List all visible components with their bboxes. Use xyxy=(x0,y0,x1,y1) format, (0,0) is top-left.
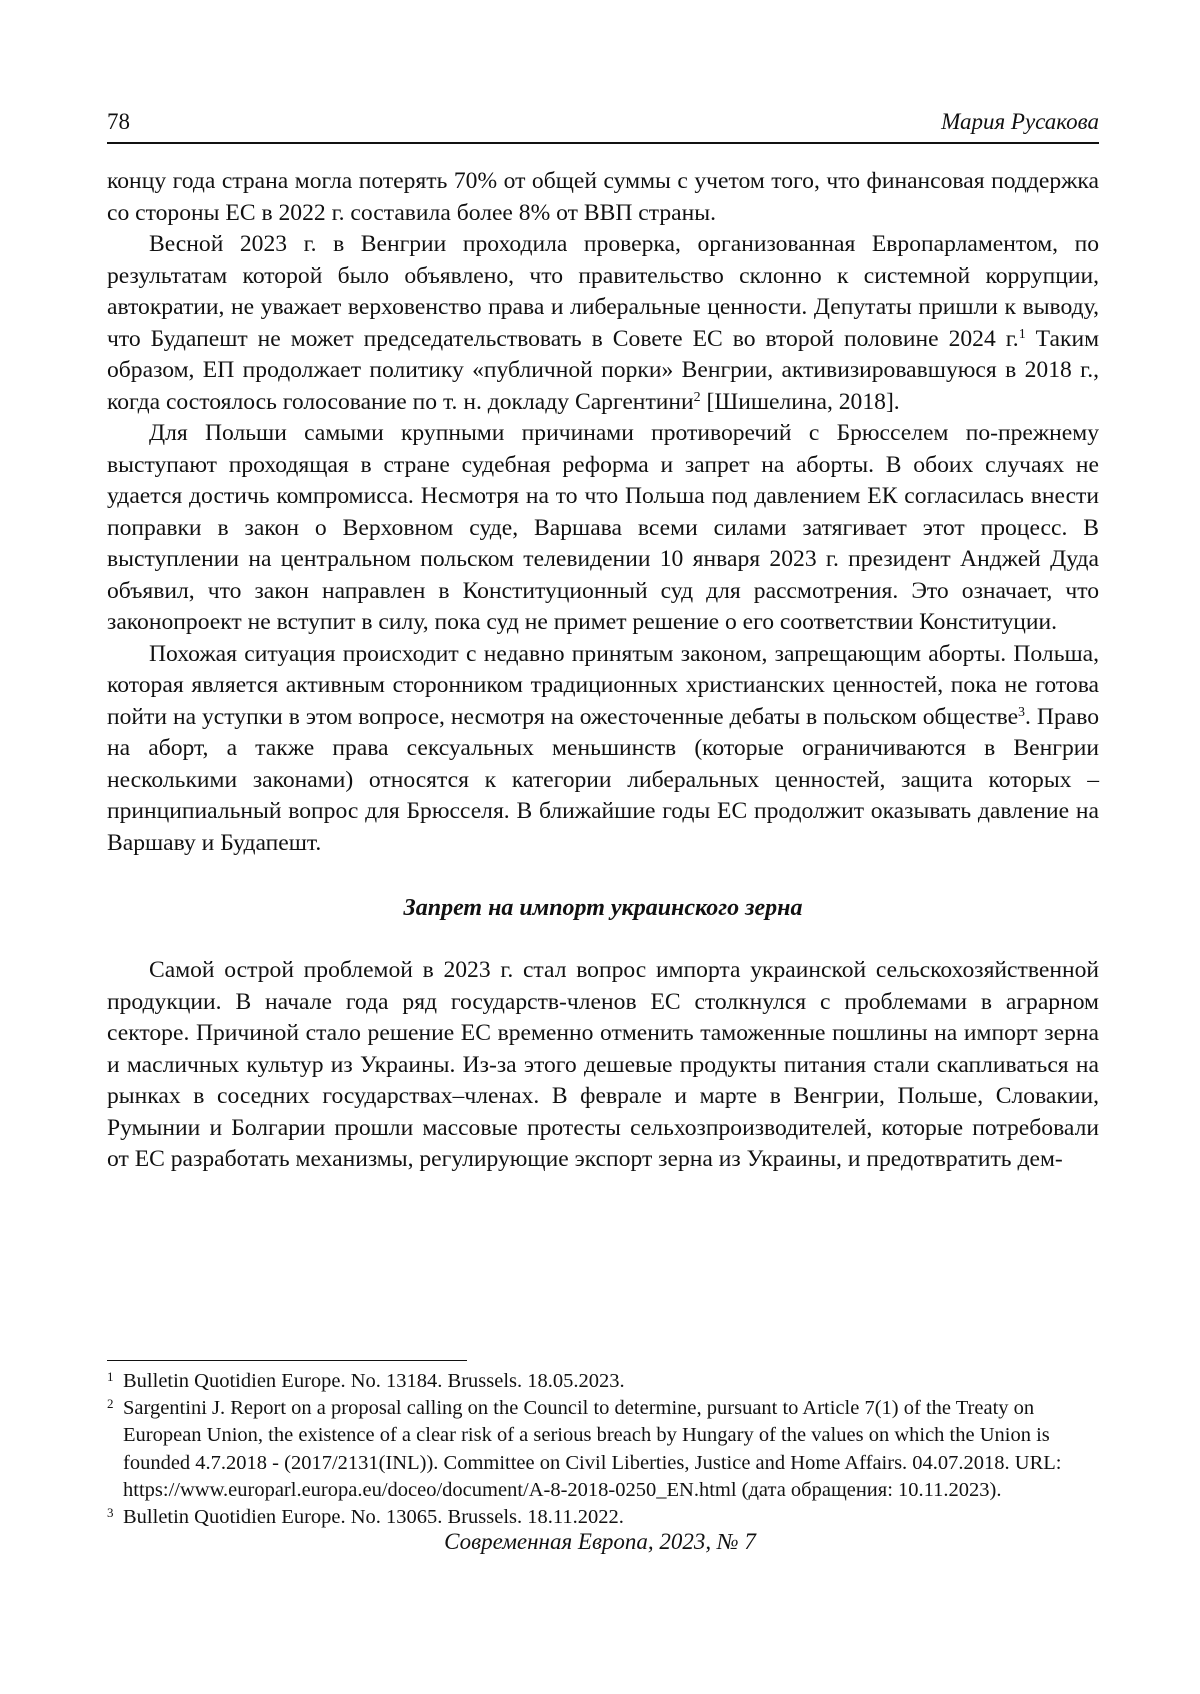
footnote xyxy=(107,1368,1099,1395)
paragraph-text: [Шишелина, 2018]. xyxy=(700,388,900,415)
footnote-mark: 2 xyxy=(107,1396,114,1412)
paragraph-text: Весной 2023 г. в Венгрии проходила проверка, организованная Европарламентом, по результатам которой было объявлено, что правительство склонно к системной коррупции, автократии, не уважает верховенство права и либеральные ценности. Депутаты пришли к выводу, что Будапешт не может председательствовать в Совете ЕС во второй половине 2024 г. xyxy=(107,231,1099,352)
paragraph-text: концу года страна могла потерять 70% от общей суммы с учетом того, что финансовая поддержка со стороны ЕС в 2022 г. составила более 8% от ВВП страны. xyxy=(107,168,1099,226)
footnote-text: Sargentini J. Report on a proposal calling on the Council to determine, pursuant to Article 7(1) of the Treaty on European Union, the existence of a clear risk of a serious breach by Hungary of the values on which the Union is founded 4.7.2018 - (2017/2131(INL)). Committee on Civil Liberties, Justice and Home Affairs. 04.07.2018. URL: https://www.europarl.europa.eu/doceo/document/A-8-2018-0250_EN.html (дата обращения: 10.11.2023). xyxy=(123,1397,1062,1501)
paragraph xyxy=(107,955,1099,1176)
journal-footer: Современная Европа, 2023, № 7 xyxy=(444,1529,756,1554)
paragraph xyxy=(107,229,1099,418)
page-number: 78 xyxy=(107,109,130,134)
paragraph xyxy=(107,166,1099,229)
paragraph-text: . Право на аборт, а также права сексуальных меньшинств (которые ограничиваются в Венгрии несколькими законами) относятся к категории либеральных ценностей, защита которых – принципиальный вопрос для Брюсселя. В ближайшие годы ЕС продолжит оказывать давление на Варшаву и Будапешт. xyxy=(107,703,1099,856)
footnote-reference[interactable]: 3 xyxy=(1018,704,1026,720)
paragraphs-container xyxy=(107,166,1099,859)
footnote-reference[interactable]: 2 xyxy=(693,389,701,405)
footnote-mark: 1 xyxy=(107,1369,114,1384)
footnote-text: Bulletin Quotidien Europe. No. 13065. Brussels. 18.11.2022. xyxy=(123,1506,624,1529)
footnotes xyxy=(107,1368,1099,1531)
running-header xyxy=(107,108,1099,136)
header-rule xyxy=(107,142,1099,144)
section-heading: Запрет на импорт украинского зерна xyxy=(403,895,803,921)
footnote-text: Bulletin Quotidien Europe. No. 13184. Brussels. 18.05.2023. xyxy=(123,1370,625,1392)
main-text xyxy=(107,166,1099,1176)
footnote-separator xyxy=(107,1360,467,1361)
section-paragraphs-container xyxy=(107,955,1099,1176)
footnote xyxy=(107,1395,1099,1504)
paragraph-text: Таким образом, ЕП продолжает политику «публичной порки» Венгрии, активизировавшуюся в 2018 г., когда состоялось голосование по т. н. докладу Саргентини xyxy=(107,325,1099,415)
footnote-reference[interactable]: 1 xyxy=(1018,326,1026,342)
running-author: Мария Русакова xyxy=(941,109,1099,134)
paragraph xyxy=(107,639,1099,860)
paragraph-text: Похожая ситуация происходит с недавно принятым законом, запрещающим аборты. Польша, которая является активным сторонником традиционных христианских ценностей, пока не готова пойти на уступки в этом вопросе, несмотря на ожесточенные дебаты в польском обществе xyxy=(107,640,1099,730)
footnote-mark: 3 xyxy=(107,1505,114,1521)
paragraph xyxy=(107,418,1099,639)
paragraph-text: Самой острой проблемой в 2023 г. стал вопрос импорта украинской сельскохозяйственной продукции. В начале года ряд государств-членов ЕС столкнулся с проблемами в аграрном секторе. Причиной стало решение ЕС временно отменить таможенные пошлины на импорт зерна и масличных культур из Украины. Из-за этого дешевые продукты питания стали скапливаться на рынках в соседних государствах–членах. В феврале и марте в Венгрии, Польше, Словакии, Румынии и Болгарии прошли массовые протесты сельхозпроизводителей, которые потребовали от ЕС разработать механизмы, регулирующие экспорт зерна из Украины, и предотвратить дем- xyxy=(107,957,1099,1172)
paragraph-text: Для Польши самыми крупными причинами противоречий с Брюсселем по-прежнему выступают проходящая в стране судебная реформа и запрет на аборты. В обоих случаях не удается достичь компромисса. Несмотря на то что Польша под давлением ЕК согласилась внести поправки в закон о Верховном суде, Варшава всеми силами затягивает этот процесс. В выступлении на центральном польском телевидении 10 января 2023 г. президент Анджей Дуда объявил, что закон направлен в Конституционный суд для рассмотрения. Это означает, что законопроект не вступит в силу, пока суд не примет решение о его соответствии Конституции. xyxy=(107,420,1099,635)
